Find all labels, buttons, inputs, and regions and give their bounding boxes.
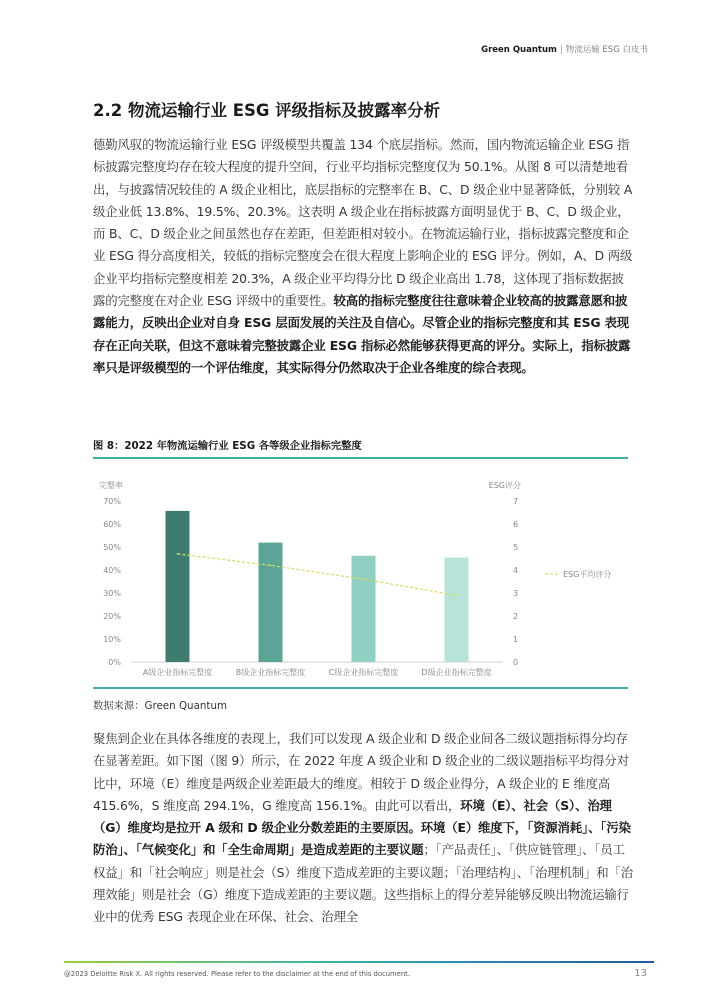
y-tick-left-label: 40%: [103, 566, 121, 575]
x-tick-label: B级企业指标完整度: [235, 668, 306, 677]
paragraph-2-text-a: 聚焦到企业在具体各维度的表现上，我们可以发现 A 级企业和 D 级企业间各二级议题指标得分均存在显著差距。如下图（图 9）所示，在 2022 年度 A 级企业和 D 级企业的二级议题指标平均得分对比中，环境（E）维度是两级企业差距最大的维度。相较于 D 级企业得分，A 级企业的 E 维度高 415.6%，S 维度高 294.1%，G 维度高 156.1%。由此可以看出，: [93, 731, 629, 813]
bar-a: [166, 511, 190, 662]
completeness-chart: [93, 470, 628, 682]
y-tick-left-label: 30%: [103, 589, 121, 598]
x-tick-label: A级企业指标完整度: [142, 668, 213, 677]
y-tick-right-label: 2: [513, 612, 519, 621]
document-name: 物流运输 ESG 白皮书: [565, 45, 648, 55]
y-axis-right-title: ESG评分: [488, 481, 521, 490]
y-tick-left-label: 60%: [103, 520, 121, 529]
brand-name: Green Quantum: [481, 45, 557, 55]
esg-score-point: [363, 578, 365, 580]
y-tick-left-label: 0%: [108, 658, 121, 667]
y-tick-right-label: 1: [513, 635, 519, 644]
y-tick-right-label: 0: [513, 658, 519, 667]
header-separator: |: [559, 45, 563, 55]
y-tick-right-label: 6: [513, 520, 519, 529]
y-tick-right-label: 5: [513, 543, 519, 552]
x-tick-label: C级企业指标完整度: [328, 668, 399, 677]
bar-c: [352, 556, 376, 662]
y-tick-right-label: 4: [513, 566, 519, 575]
paragraph-2-text-b: ；「产品责任」、「供应链管理」、「员工权益」和「社会响应」则是社会（S）维度下造成差距的主要议题；「治理结构」、「治理机制」和「治理效能」则是社会（G）维度下造成差距的主要议题。这些指标上的得分差异能够反映出物流运输行业中的优秀 ESG 表现企业在环保、社会、治理全: [93, 842, 633, 925]
figure-top-rule: [93, 457, 628, 459]
bar-b: [259, 543, 283, 662]
esg-score-point: [177, 553, 179, 555]
page-header: [481, 43, 648, 55]
y-tick-left-label: 10%: [103, 635, 121, 644]
y-axis-left-title: 完整率: [99, 481, 123, 490]
x-tick-label: D级企业指标完整度: [421, 668, 492, 677]
figure-bottom-rule: [93, 687, 628, 689]
y-tick-right-label: 7: [513, 497, 519, 506]
bar-d: [445, 558, 469, 662]
legend-label: ESG平均评分: [563, 570, 612, 579]
section-title: 2.2 物流运输行业 ESG 评级指标及披露率分析: [93, 101, 441, 120]
y-tick-left-label: 20%: [103, 612, 121, 621]
paragraph-1-bold-text: 较高的指标完整度往往意味着企业较高的披露意愿和披露能力，反映出企业对自身 ESG 层面发展的关注及自信心。尽管企业的指标完整度和其 ESG 表现存在正向关联，但这不意味着完整披露企业 ESG 指标必然能够获得更高的评分。实际上，指标披露率只是评级模型的一个评估维度，其实际得分仍然取决于企业各维度的综合表现。: [93, 293, 631, 375]
figure-caption: 图 8：2022 年物流运输行业 ESG 各等级企业指标完整度: [93, 440, 362, 452]
paragraph-1-text: 德勤风驭的物流运输行业 ESG 评级模型共覆盖 134 个底层指标。然而，国内物流运输企业 ESG 指标披露完整度均存在较大程度的提升空间，行业平均指标完整度仅为 50.1%。从图 8 可以清楚地看出，与披露情况较佳的 A 级企业相比，底层指标的完整率在 B、C、D 级企业中显著降低，分别较 A 级企业低 13.8%、19.5%、20.3%。这表明 A 级企业在指标披露方面明显优于 B、C、D 级企业，而 B、C、D 级企业之间虽然也存在差距，但差距相对较小。在物流运输行业，指标披露完整度和企业 ESG 得分高度相关，较低的指标完整度会在很大程度上影响企业的 ESG 评分。例如，A、D 两级企业平均指标完整度相差 20.3%，A 级企业平均得分比 D 级企业高出 1.78，这体现了指标数据披露的完整度在对企业 ESG 评级中的重要性。: [93, 137, 633, 309]
esg-score-point: [270, 565, 272, 567]
figure-source: 数据来源：Green Quantum: [93, 700, 227, 712]
y-tick-left-label: 50%: [103, 543, 121, 552]
y-tick-right-label: 3: [513, 589, 519, 598]
paragraph-2-bold-text: 环境（E）、社会（S）、治理（G）维度均是拉开 A 级和 D 级企业分数差距的主要原因。环境（E）维度下，「资源消耗」、「污染防治」、「气候变化」和「全生命周期」是造成差距的主要议题: [93, 797, 631, 858]
footer-gradient-rule: [64, 961, 654, 963]
esg-score-point: [456, 594, 458, 596]
esg-average-score-line: [178, 554, 457, 595]
footer-disclaimer: @2023 Deloitte Risk X. All rights reserved. Please refer to the disclaimer at the end of this document.: [64, 970, 410, 978]
page-number: 13: [634, 968, 647, 979]
y-tick-left-label: 70%: [103, 497, 121, 506]
body-paragraph-1: [93, 134, 633, 379]
body-paragraph-2: [93, 728, 633, 929]
